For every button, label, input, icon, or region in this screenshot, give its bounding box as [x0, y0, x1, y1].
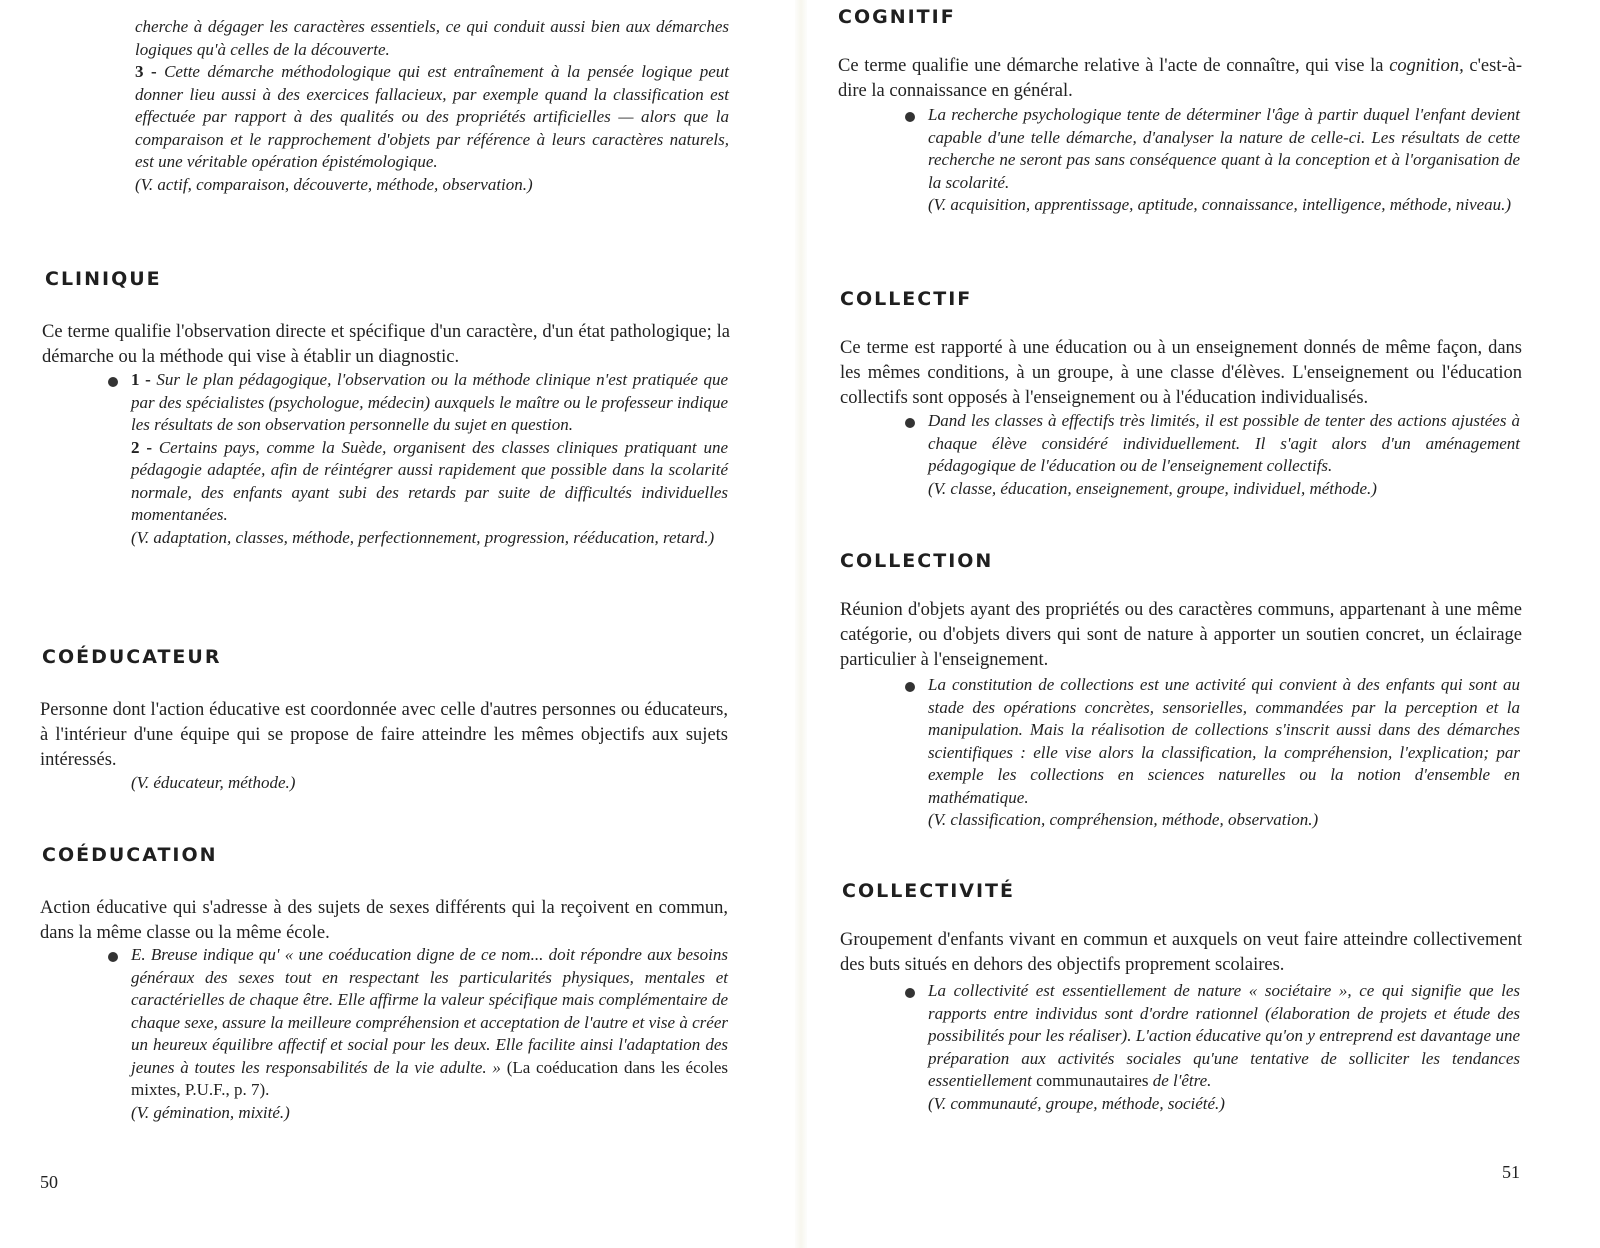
- quote-text: E. Breuse indique qu' « une coéducation digne de ce nom... doit répondre aux besoins généraux des sexes tout en respectant les particularités physiques, mentales et caractérielles de chaque être. Elle affirme la valeur spécifique mais complémentaire de chaque sexe, assure la meilleure compréhension et acceptation de l'autre et vise à créer un heureux équilibre affectif et social pour les deux. Elle facilite ainsi l'adaptation des jeunes à toutes les responsabilités de la vie adulte. »: [131, 945, 728, 1077]
- point-number: 1 -: [131, 370, 151, 389]
- see-also: (V. classification, compréhension, méthode, observation.): [928, 810, 1319, 829]
- point-text: Certains pays, comme la Suède, organisent des classes cliniques pratiquant une pédagogie adaptée, afin de réintégrer aussi rapidement que possible dans la scolarité normale, des enfants ayant subi des retards par suite de difficultés individuelles momentanées.: [131, 437, 728, 524]
- clinique-point-1: [131, 369, 728, 437]
- clinique-definition: Ce terme qualifie l'observation directe et spécifique d'un caractère, d'un état pathologique; la démarche ou la méthode qui vise à établir un diagnostic.: [42, 322, 730, 367]
- point-text: Sur le plan pédagogique, l'observation ou la méthode clinique n'est pratiquée que par des spécialistes (psychologue, médecin) auxquels le maître ou le professeur indique les résultats de son observation personnelle du sujet en question.: [131, 370, 729, 434]
- coeducation-example: [131, 944, 728, 1124]
- collectif-definition: Ce terme est rapporté à une éducation ou à un enseignement donnés de même façon, dans les mêmes conditions, à un groupe, à une classe d'élèves. L'enseignement ou l'éducation collectifs sont opposés à l'enseignement ou à l'éducation individualisés.: [840, 338, 1522, 408]
- clinique-point-2: [131, 437, 728, 527]
- definition-emphasis: cognition,: [1389, 56, 1464, 76]
- coeducateur-definition: Personne dont l'action éducative est coordonnée avec celle d'autres personnes ou éducateurs, à l'intérieur d'une équipe qui se propose de faire atteindre les mêmes objectifs aux sujets intéressés.: [40, 700, 728, 770]
- entry-heading-coeducateur: COÉDUCATEUR: [42, 646, 222, 668]
- bullet-icon: [905, 988, 915, 998]
- collectif-example: [928, 410, 1520, 500]
- example-text: La recherche psychologique tente de déterminer l'âge à partir duquel l'enfant devient capable d'une telle démarche, d'analyser la nature de celle-ci. Les résultats de cette recherche ne seront pas sans conséquence quant à la conception et à l'organisation de la scolarité.: [928, 105, 1520, 192]
- bullet-icon: [905, 112, 915, 122]
- collection-example: [928, 674, 1520, 832]
- definition-text: c'est-à-dire la connaissance en général.: [838, 56, 1523, 101]
- definition-text: Ce terme qualifie une démarche relative à l'acte de connaître, qui vise la: [838, 56, 1384, 76]
- see-also: (V. adaptation, classes, méthode, perfectionnement, progression, rééducation, retard.): [131, 527, 715, 547]
- collection-definition: Réunion d'objets ayant des propriétés ou des caractères communs, appartenant à une même catégorie, ou d'objets divers qui sont de nature à apporter un soutien concret, un éclairage particulier à l'enseignement.: [840, 600, 1522, 670]
- collectivite-example: [928, 980, 1520, 1115]
- entry-heading-clinique: CLINIQUE: [45, 268, 162, 290]
- see-also: (V. communauté, groupe, méthode, société.): [928, 1093, 1225, 1113]
- coeducation-quote: [131, 944, 728, 1102]
- bullet-icon: [108, 377, 118, 387]
- continuation-entry: [135, 16, 729, 196]
- example-roman-word: communautaires: [1036, 1071, 1149, 1090]
- entry-heading-coeducation: COÉDUCATION: [42, 844, 218, 866]
- example-text: Dand les classes à effectifs très limités, il est possible de tenter des actions ajustées à chaque élève considéré individuellement. Il s'agit alors d'un aménagement pédagogique de l'éducation ou de l'enseignement collectifs.: [928, 411, 1520, 475]
- entry-heading-collection: COLLECTION: [840, 550, 994, 572]
- entry-heading-collectivite: COLLECTIVITÉ: [842, 880, 1015, 902]
- see-also: (V. actif, comparaison, découverte, méthode, observation.): [135, 174, 533, 194]
- example-text: [928, 980, 1520, 1093]
- continuation-point-3: [135, 61, 729, 174]
- example-text: La constitution de collections est une activité qui convient à des enfants qui sont au stade des opérations concrètes, sensorielles, commandées par la perception et la manipulation. Mais la réalisotion de collections s'inscrit aussi dans des démarches scientifiques : elle vise alors la classification, la compréhension, l'explication; par exemple les collections en sciences naturelles ou la notion d'ensemble en mathématique.: [928, 675, 1520, 807]
- entry-heading-cognitif: COGNITIF: [838, 6, 956, 28]
- bullet-icon: [108, 952, 118, 962]
- point-number: 2 -: [131, 437, 152, 457]
- bullet-icon: [905, 682, 915, 692]
- example-text-part: La collectivité est essentiellement de nature « sociétaire », ce qui signifie que les rapports entre individus sont d'ordre rationnel (élaboration de projets et étude des possibilités pour les réaliser). L'action éducative qu'on y entreprend est davantage une préparation aux activités sociales qu'une tentative de solliciter les tendances essentiellement: [928, 981, 1520, 1090]
- see-also: (V. éducateur, méthode.): [131, 773, 296, 792]
- bullet-icon: [905, 418, 915, 428]
- example-text-part: de l'être.: [1152, 1071, 1212, 1090]
- page-number: 50: [40, 1172, 58, 1192]
- continuation-intro: cherche à dégager les caractères essentiels, ce qui conduit aussi bien aux démarches logiques qu'à celles de la découverte.: [135, 17, 729, 59]
- right-page: [800, 0, 1600, 1248]
- clinique-examples: [131, 369, 728, 549]
- see-also: (V. gémination, mixité.): [131, 1102, 290, 1122]
- cognitif-definition: [838, 54, 1522, 104]
- quote-citation: (La coéducation dans les écoles mixtes, P.U.F., p. 7).: [131, 1057, 728, 1099]
- see-also: (V. acquisition, apprentissage, aptitude, connaissance, intelligence, méthode, niveau.): [928, 195, 1512, 214]
- point-text: Cette démarche méthodologique qui est entraînement à la pensée logique peut donner lieu aussi à des exercices fallacieux, par exemple quand la classification est effectuée par rapport à des qualités ou des propriétés artificielles — alors que la comparaison et le rapprochement d'objets par référence à leurs caractères naturels, est une véritable opération épistémologique.: [135, 62, 730, 171]
- page-number: 51: [1502, 1162, 1520, 1182]
- coeducation-definition: Action éducative qui s'adresse à des sujets de sexes différents qui la reçoivent en commun, dans la même classe ou la même école.: [40, 898, 728, 943]
- cognitif-example: [928, 104, 1520, 217]
- point-number: 3 -: [135, 62, 157, 81]
- see-also: (V. classe, éducation, enseignement, groupe, individuel, méthode.): [928, 478, 1377, 498]
- collectivite-definition: Groupement d'enfants vivant en commun et auxquels on veut faire atteindre collectivement des buts situés en dehors des objectifs proprement scolaires.: [840, 930, 1522, 975]
- entry-heading-collectif: COLLECTIF: [840, 288, 973, 310]
